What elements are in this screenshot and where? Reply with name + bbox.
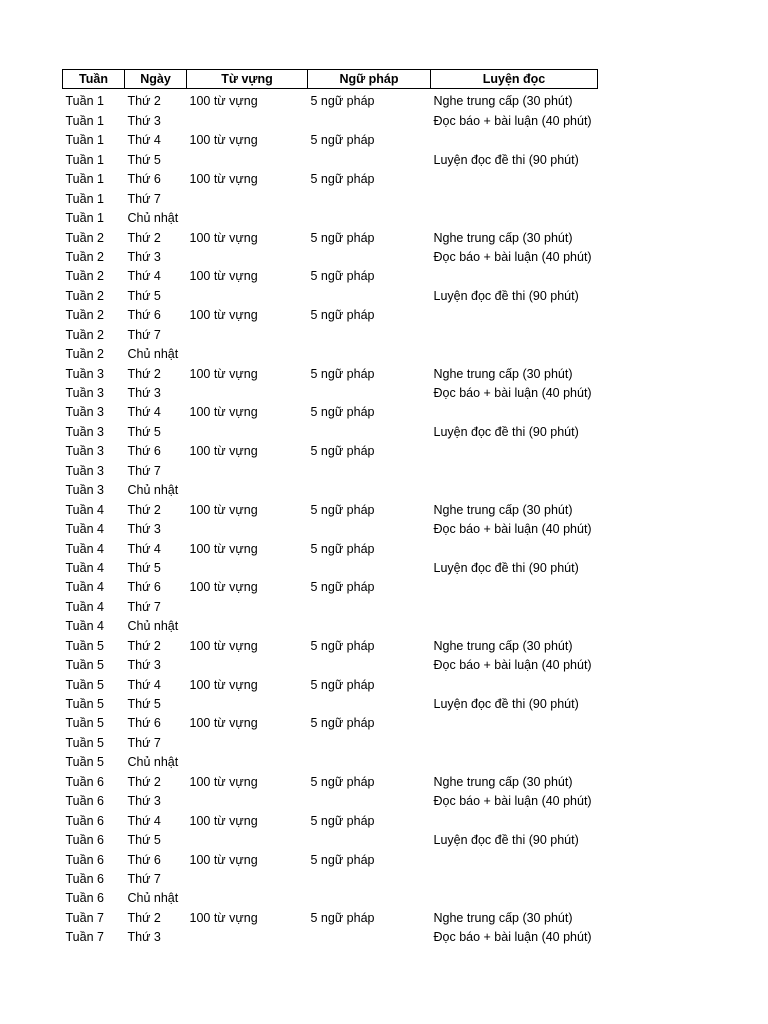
vocabulary-cell: 100 từ vựng [189,910,258,925]
grammar-cell: 5 ngữ pháp [310,638,375,653]
week-cell: Tuần 4 [65,619,104,634]
grammar-cell [308,730,431,749]
week-cell: Tuần 6 [65,891,104,906]
table-row [63,381,598,400]
week-cell: Tuần 2 [65,269,104,284]
grammar-cell: 5 ngữ pháp [310,308,375,323]
table-row [63,711,598,730]
vocabulary-cell [187,245,308,264]
week-cell: Tuần 2 [65,308,104,323]
day-cell: Thứ 4 [127,813,161,828]
week-cell: Tuần 1 [65,211,104,226]
grammar-cell [308,108,431,127]
day-cell: Thứ 3 [127,794,161,809]
week-cell: Tuần 5 [65,677,104,692]
grammar-cell: 5 ngữ pháp [310,774,375,789]
week-cell: Tuần 6 [65,774,104,789]
week-cell: Tuần 1 [65,133,104,148]
grammar-cell [308,478,431,497]
table-row [63,672,598,691]
day-cell: Chủ nhật [127,483,179,498]
grammar-cell [308,342,431,361]
day-cell: Thứ 2 [127,910,161,925]
day-cell: Thứ 4 [127,677,161,692]
table-row [63,614,598,633]
reading-cell [431,730,598,749]
day-cell: Thứ 5 [127,833,161,848]
reading-cell: Nghe trung cấp (30 phút) [433,230,573,245]
day-cell: Thứ 6 [127,444,161,459]
week-cell: Tuần 7 [65,930,104,945]
week-cell: Tuần 5 [65,716,104,731]
grammar-cell [308,594,431,613]
vocabulary-cell: 100 từ vựng [189,813,258,828]
week-cell: Tuần 5 [65,697,104,711]
week-cell: Tuần 2 [65,347,104,362]
day-cell: Thứ 6 [127,580,161,595]
reading-cell: Nghe trung cấp (30 phút) [433,910,573,925]
day-cell: Thứ 5 [127,288,161,303]
table-row [63,303,598,322]
day-cell: Chủ nhật [127,347,179,362]
day-cell: Thứ 3 [127,930,161,945]
table-row [63,128,598,147]
table-row [63,264,598,283]
day-cell: Thứ 6 [127,308,161,323]
week-cell: Tuần 6 [65,852,104,867]
vocabulary-cell [187,925,308,944]
table-row [63,730,598,749]
reading-cell [431,186,598,205]
day-cell: Thứ 3 [127,249,161,264]
header-vocabulary: Từ vựng [187,70,308,89]
table-row [63,89,598,109]
reading-cell: Nghe trung cấp (30 phút) [433,774,573,789]
day-cell: Thứ 5 [127,152,161,167]
grammar-cell: 5 ngữ pháp [310,133,375,148]
table-row [63,322,598,341]
table-row [63,692,598,711]
day-cell: Thứ 2 [127,774,161,789]
day-cell: Thứ 3 [127,113,161,128]
week-cell: Tuần 1 [65,94,104,109]
day-cell: Thứ 5 [127,560,161,575]
reading-cell: Nghe trung cấp (30 phút) [433,366,573,381]
reading-cell: Đọc báo + bài luận (40 phút) [433,113,592,128]
day-cell: Thứ 4 [127,133,161,148]
week-cell: Tuần 3 [65,463,104,478]
table-row [63,225,598,244]
day-cell: Thứ 7 [127,463,161,478]
week-cell: Tuần 6 [65,813,104,828]
week-cell: Tuần 4 [65,580,104,595]
reading-cell [431,536,598,555]
table-row [63,478,598,497]
reading-cell: Đọc báo + bài luận (40 phút) [433,522,592,537]
table-row [63,905,598,924]
day-cell: Thứ 6 [127,716,161,731]
table-row [63,439,598,458]
reading-cell: Đọc báo + bài luận (40 phút) [433,386,592,400]
reading-cell [431,808,598,827]
grammar-cell [308,419,431,438]
grammar-cell: 5 ngữ pháp [310,541,375,556]
reading-cell: Luyện đọc đề thi (90 phút) [433,697,579,711]
reading-cell: Luyện đọc đề thi (90 phút) [433,560,579,575]
week-cell: Tuần 1 [65,113,104,128]
vocabulary-cell [187,556,308,575]
reading-cell [431,264,598,283]
table-row [63,342,598,361]
header-reading: Luyện đọc [431,70,598,89]
week-cell: Tuần 2 [65,288,104,303]
week-cell: Tuần 3 [65,424,104,439]
grammar-cell [308,381,431,400]
reading-cell [431,847,598,866]
grammar-cell [308,517,431,536]
day-cell: Thứ 7 [127,599,161,614]
header-day: Ngày [125,70,187,89]
grammar-cell [308,458,431,477]
week-cell: Tuần 5 [65,755,104,770]
week-cell: Tuần 4 [65,560,104,575]
vocabulary-cell: 100 từ vựng [189,716,258,731]
day-cell: Thứ 2 [127,230,161,245]
grammar-cell: 5 ngữ pháp [310,172,375,187]
table-row [63,633,598,652]
reading-cell [431,575,598,594]
day-cell: Thứ 7 [127,191,161,206]
table-row [63,458,598,477]
grammar-cell [308,206,431,225]
week-cell: Tuần 7 [65,910,104,925]
vocabulary-cell [187,186,308,205]
day-cell: Thứ 2 [127,94,161,109]
vocabulary-cell: 100 từ vựng [189,405,258,420]
week-cell: Tuần 3 [65,483,104,498]
week-cell: Tuần 4 [65,599,104,614]
grammar-cell: 5 ngữ pháp [310,716,375,731]
table-row [63,594,598,613]
week-cell: Tuần 1 [65,172,104,187]
reading-cell [431,400,598,419]
reading-cell: Luyện đọc đề thi (90 phút) [433,288,579,303]
vocabulary-cell [187,886,308,905]
day-cell: Thứ 6 [127,852,161,867]
grammar-cell [308,147,431,166]
vocabulary-cell: 100 từ vựng [189,677,258,692]
week-cell: Tuần 4 [65,541,104,556]
vocabulary-cell [187,108,308,127]
vocabulary-cell [187,692,308,711]
grammar-cell: 5 ngữ pháp [310,405,375,420]
vocabulary-cell [187,789,308,808]
vocabulary-cell: 100 từ vựng [189,580,258,595]
grammar-cell: 5 ngữ pháp [310,444,375,459]
reading-cell [431,439,598,458]
week-cell: Tuần 2 [65,230,104,245]
day-cell: Thứ 3 [127,386,161,400]
day-cell: Thứ 3 [127,658,161,673]
week-cell: Tuần 3 [65,386,104,400]
grammar-cell [308,245,431,264]
week-cell: Tuần 4 [65,522,104,537]
reading-cell: Luyện đọc đề thi (90 phút) [433,424,579,439]
day-cell: Thứ 2 [127,638,161,653]
vocabulary-cell [187,867,308,886]
table-row [63,419,598,438]
grammar-cell: 5 ngữ pháp [310,94,375,109]
table-row [63,867,598,886]
study-schedule-table [62,69,598,944]
day-cell: Thứ 3 [127,522,161,537]
vocabulary-cell: 100 từ vựng [189,638,258,653]
reading-cell [431,342,598,361]
grammar-cell [308,692,431,711]
week-cell: Tuần 3 [65,366,104,381]
vocabulary-cell [187,614,308,633]
grammar-cell [308,186,431,205]
vocabulary-cell: 100 từ vựng [189,774,258,789]
grammar-cell [308,828,431,847]
table-row [63,828,598,847]
header-week: Tuần [63,70,125,89]
week-cell: Tuần 3 [65,444,104,459]
table-row [63,925,598,944]
grammar-cell: 5 ngữ pháp [310,269,375,284]
spreadsheet-page [62,69,598,944]
table-row [63,186,598,205]
table-row [63,789,598,808]
day-cell: Thứ 5 [127,697,161,711]
reading-cell [431,711,598,730]
table-row [63,886,598,905]
table-row [63,497,598,516]
reading-cell [431,886,598,905]
vocabulary-cell [187,283,308,302]
grammar-cell: 5 ngữ pháp [310,230,375,245]
vocabulary-cell: 100 từ vựng [189,269,258,284]
day-cell: Chủ nhật [127,891,179,906]
vocabulary-cell [187,147,308,166]
header-grammar: Ngữ pháp [308,70,431,89]
reading-cell: Nghe trung cấp (30 phút) [433,94,573,109]
vocabulary-cell [187,750,308,769]
grammar-cell: 5 ngữ pháp [310,813,375,828]
reading-cell: Luyện đọc đề thi (90 phút) [433,833,579,848]
day-cell: Thứ 2 [127,502,161,517]
day-cell: Thứ 7 [127,735,161,750]
vocabulary-cell: 100 từ vựng [189,852,258,867]
week-cell: Tuần 2 [65,327,104,342]
grammar-cell [308,283,431,302]
vocabulary-cell [187,730,308,749]
reading-cell [431,206,598,225]
table-row [63,536,598,555]
day-cell: Chủ nhật [127,211,179,226]
table-row [63,108,598,127]
grammar-cell [308,886,431,905]
vocabulary-cell [187,458,308,477]
grammar-cell [308,653,431,672]
table-row [63,206,598,225]
vocabulary-cell: 100 từ vựng [189,308,258,323]
grammar-cell [308,322,431,341]
grammar-cell: 5 ngữ pháp [310,677,375,692]
reading-cell [431,458,598,477]
grammar-cell [308,556,431,575]
table-row [63,517,598,536]
reading-cell: Đọc báo + bài luận (40 phút) [433,658,592,673]
week-cell: Tuần 6 [65,833,104,848]
day-cell: Chủ nhật [127,755,179,770]
day-cell: Thứ 5 [127,424,161,439]
table-row [63,769,598,788]
week-cell: Tuần 1 [65,152,104,167]
reading-cell [431,614,598,633]
table-row [63,167,598,186]
vocabulary-cell [187,206,308,225]
table-row [63,847,598,866]
vocabulary-cell [187,828,308,847]
table-body [63,89,598,945]
week-cell: Tuần 6 [65,794,104,809]
grammar-cell [308,614,431,633]
week-cell: Tuần 6 [65,871,104,886]
table-row [63,400,598,419]
reading-cell: Luyện đọc đề thi (90 phút) [433,152,579,167]
table-row [63,653,598,672]
vocabulary-cell: 100 từ vựng [189,502,258,517]
day-cell: Thứ 4 [127,269,161,284]
grammar-cell [308,789,431,808]
reading-cell [431,750,598,769]
vocabulary-cell [187,322,308,341]
reading-cell [431,128,598,147]
vocabulary-cell [187,594,308,613]
reading-cell: Nghe trung cấp (30 phút) [433,638,573,653]
week-cell: Tuần 4 [65,502,104,517]
reading-cell: Đọc báo + bài luận (40 phút) [433,794,592,809]
day-cell: Thứ 7 [127,871,161,886]
header-row [63,70,598,89]
week-cell: Tuần 5 [65,638,104,653]
vocabulary-cell: 100 từ vựng [189,133,258,148]
grammar-cell: 5 ngữ pháp [310,852,375,867]
reading-cell [431,303,598,322]
grammar-cell: 5 ngữ pháp [310,502,375,517]
vocabulary-cell: 100 từ vựng [189,444,258,459]
table-row [63,283,598,302]
week-cell: Tuần 3 [65,405,104,420]
vocabulary-cell: 100 từ vựng [189,94,258,109]
reading-cell: Nghe trung cấp (30 phút) [433,502,573,517]
week-cell: Tuần 1 [65,191,104,206]
reading-cell [431,322,598,341]
reading-cell: Đọc báo + bài luận (40 phút) [433,249,592,264]
day-cell: Chủ nhật [127,619,179,634]
vocabulary-cell [187,419,308,438]
reading-cell [431,167,598,186]
grammar-cell: 5 ngữ pháp [310,366,375,381]
table-row [63,147,598,166]
table-row [63,361,598,380]
vocabulary-cell [187,381,308,400]
table-row [63,575,598,594]
table-row [63,750,598,769]
day-cell: Thứ 4 [127,405,161,420]
day-cell: Thứ 2 [127,366,161,381]
day-cell: Thứ 7 [127,327,161,342]
vocabulary-cell: 100 từ vựng [189,230,258,245]
reading-cell [431,594,598,613]
reading-cell [431,867,598,886]
grammar-cell: 5 ngữ pháp [310,910,375,925]
day-cell: Thứ 6 [127,172,161,187]
vocabulary-cell: 100 từ vựng [189,366,258,381]
week-cell: Tuần 5 [65,658,104,673]
vocabulary-cell [187,342,308,361]
table-row [63,556,598,575]
vocabulary-cell [187,478,308,497]
table-row [63,245,598,264]
vocabulary-cell: 100 từ vựng [189,541,258,556]
table-row [63,808,598,827]
day-cell: Thứ 4 [127,541,161,556]
week-cell: Tuần 5 [65,735,104,750]
grammar-cell [308,925,431,944]
week-cell: Tuần 2 [65,249,104,264]
vocabulary-cell [187,653,308,672]
reading-cell: Đọc báo + bài luận (40 phút) [433,930,592,945]
reading-cell [431,672,598,691]
grammar-cell [308,867,431,886]
vocabulary-cell: 100 từ vựng [189,172,258,187]
grammar-cell [308,750,431,769]
vocabulary-cell [187,517,308,536]
reading-cell [431,478,598,497]
grammar-cell: 5 ngữ pháp [310,580,375,595]
